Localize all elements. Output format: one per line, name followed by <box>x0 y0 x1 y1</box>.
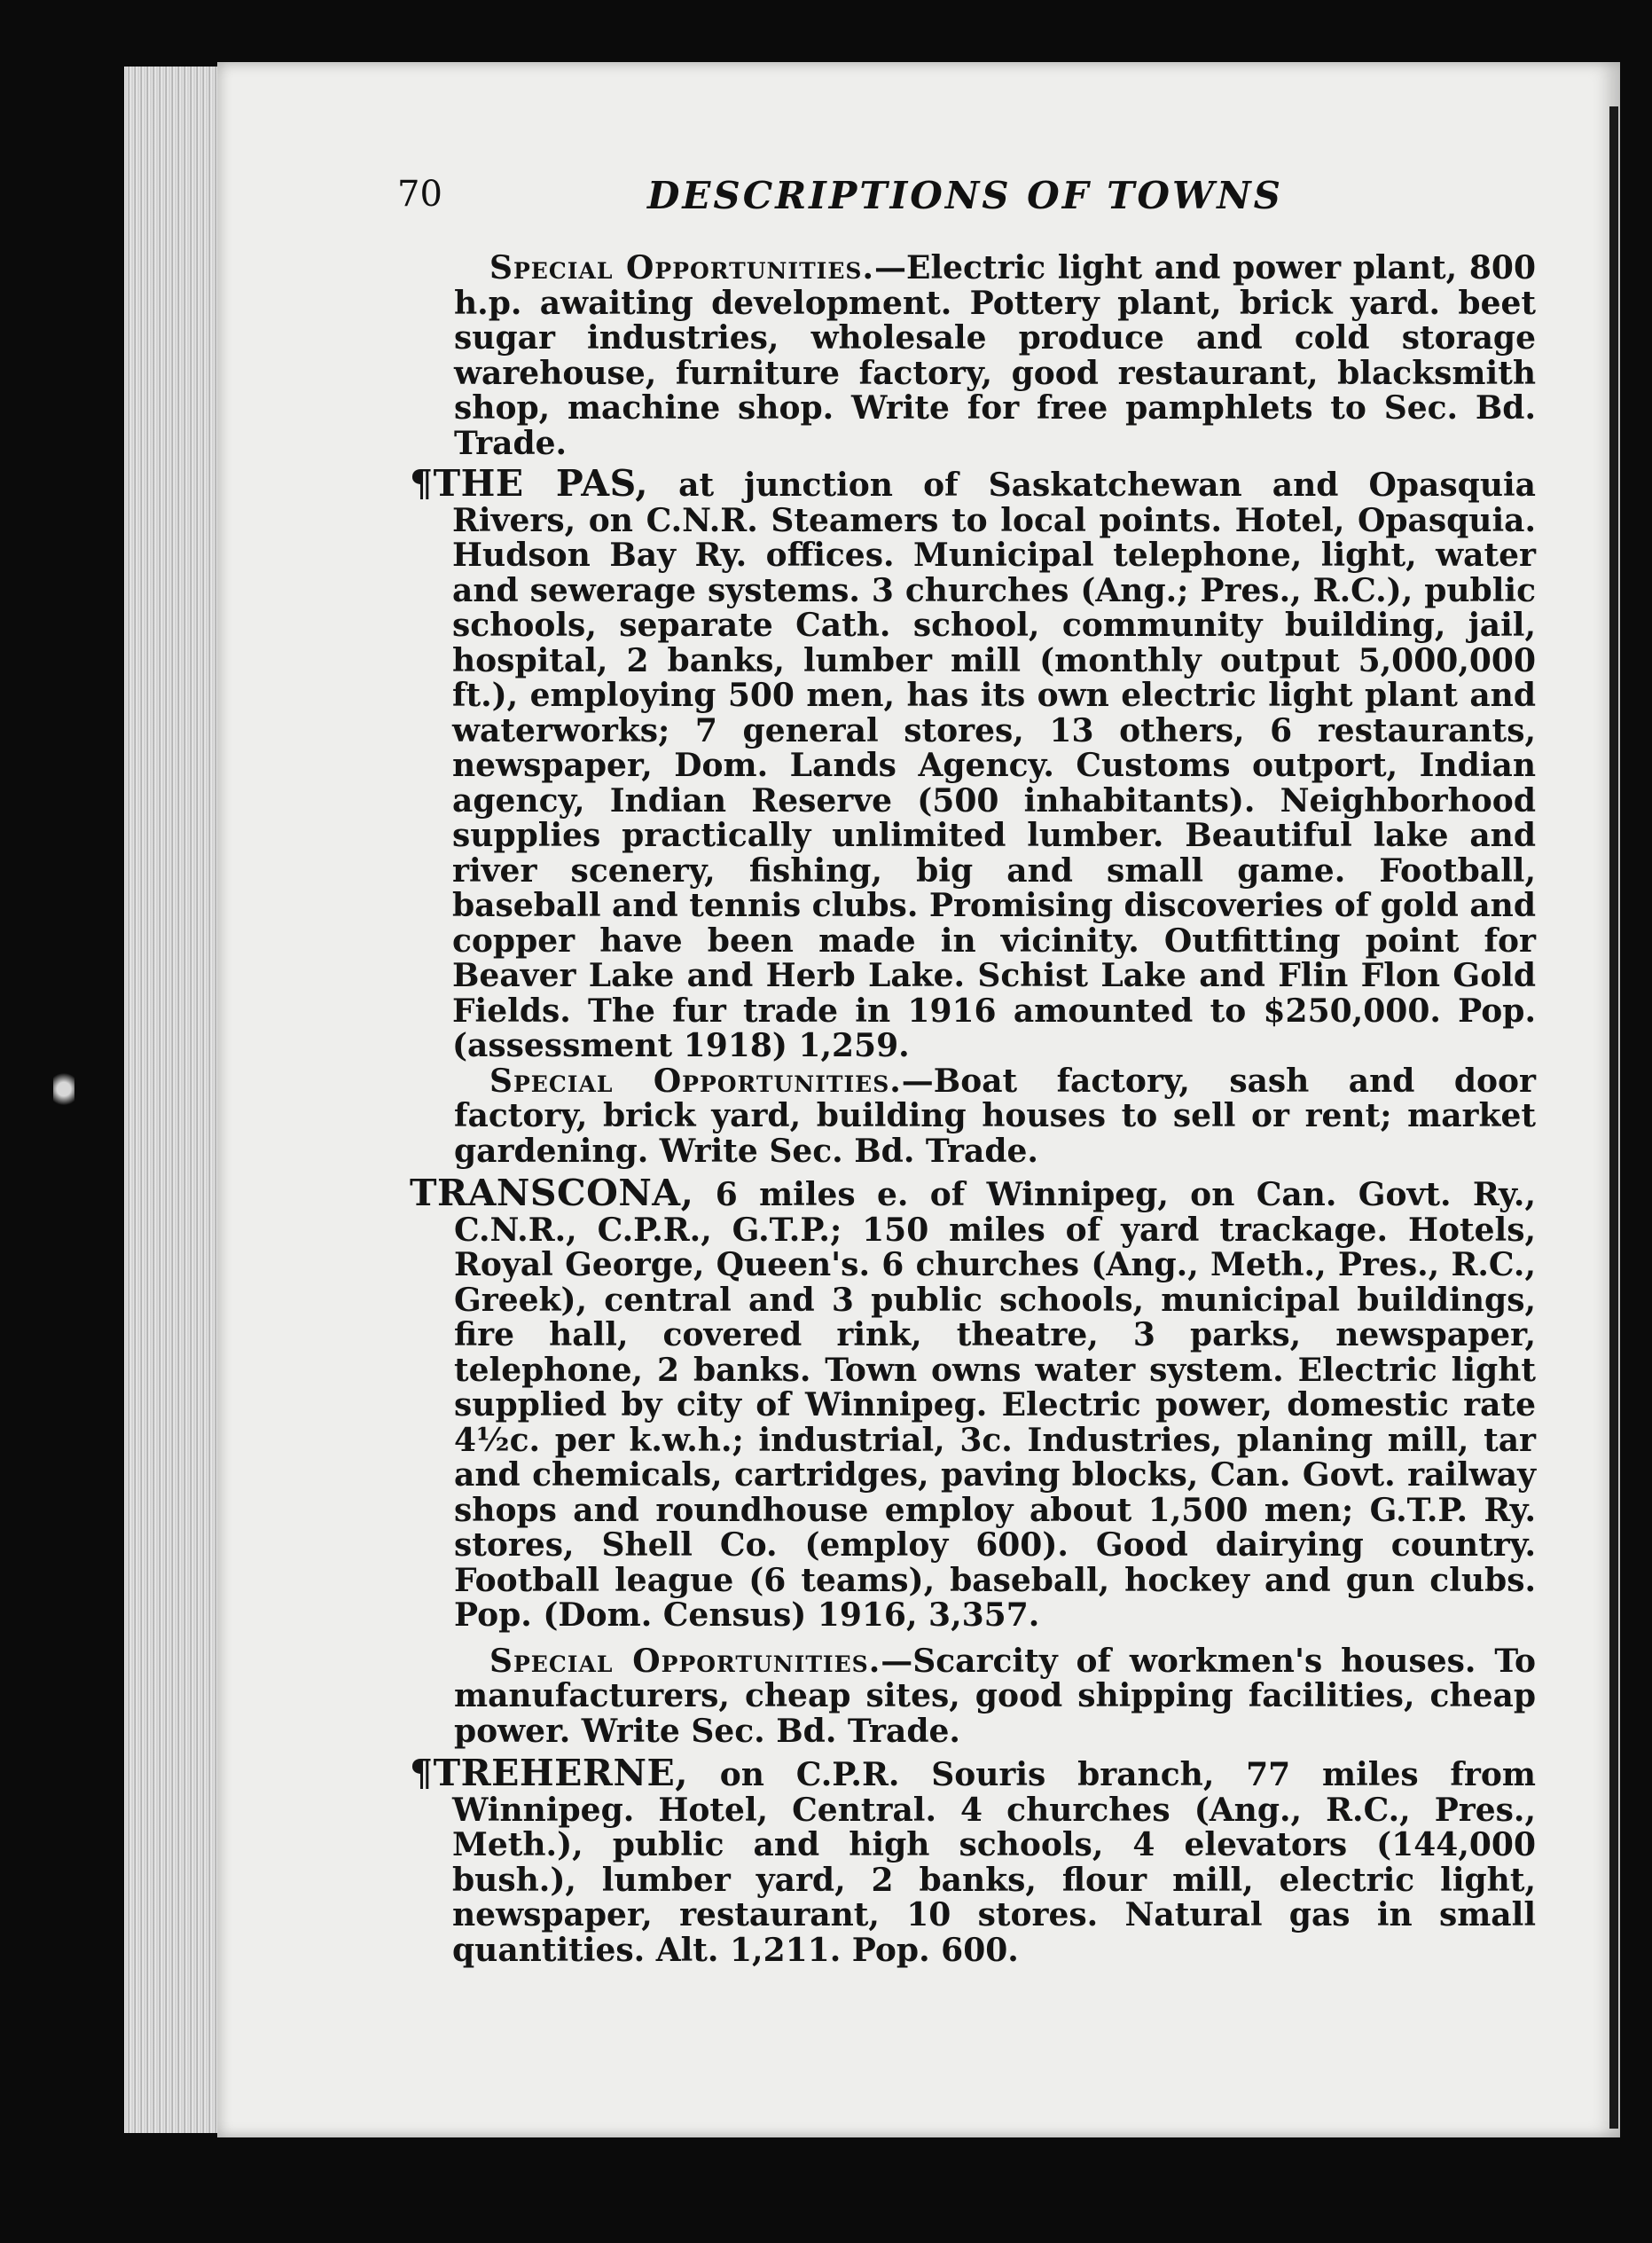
scan-speck <box>53 1069 74 1110</box>
town-entry <box>410 462 1537 1064</box>
page-edges <box>124 67 220 2133</box>
special-opportunities-heading: Special Opportunities. <box>489 1642 881 1680</box>
town-name: ¶THE PAS, <box>410 462 649 505</box>
body-text <box>410 251 1536 1968</box>
town-name: ¶TREHERNE, <box>410 1752 688 1794</box>
special-opportunities-heading: Special Opportunities. <box>489 1062 902 1100</box>
town-name: TRANSCONA, <box>410 1172 694 1214</box>
special-opportunities-paragraph <box>410 1064 1536 1170</box>
town-description: at junction of Saskatchewan and Opasquia Rivers, on C.N.R. Steamers to local points. Hotel, Opasquia. Hudson Bay Ry. offices. Municipal telephone, light, water and sewerage systems. 3 churches (Ang.; Pres., R.C.), public schools, separate Cath. school, community building, jail, hospital, 2 banks, lumber mill (monthly output 5,000,000 ft.), employing 500 men, has its own electric light plant and waterworks; 7 general stores, 13 others, 6 restaurants, newspaper, Dom. Lands Agency. Customs outport, Indian agency, Indian Reserve (500 inhabitants). Neighborhood supplies practically unlimited lumber. Beautiful lake and river scenery, fishing, big and small game. Football, baseball and tennis clubs. Promising discoveries of gold and copper have been made in vicinity. Outfitting point for Beaver Lake and Herb Lake. Schist Lake and Flin Flon Gold Fields. The fur trade in 1916 amounted to $250,000. Pop. (assessment 1918) 1,259. <box>452 467 1537 1064</box>
page-number: 70 <box>397 174 442 215</box>
special-opportunities-text: —Electric light and power plant, 800 h.p. awaiting development. Pottery plant, brick yard. beet sugar industries, wholesale produce and cold storage warehouse, furniture factory, good restaurant, blacksmith shop, machine shop. Write for free pamphlets to Sec. Bd. Trade. <box>454 249 1536 462</box>
special-opportunities-text: —Scarcity of workmen's houses. To manufacturers, cheap sites, good shipping facilities, cheap power. Write Sec. Bd. Trade. <box>454 1642 1536 1750</box>
running-head: DESCRIPTIONS OF TOWNS <box>647 174 1283 217</box>
special-opportunities-paragraph <box>410 251 1536 461</box>
town-entry <box>410 1172 1536 1634</box>
page-gutter <box>1609 106 1618 2129</box>
special-opportunities-text: —Boat factory, sash and door factory, brick yard, building houses to sell or rent; market gardening. Write Sec. Bd. Trade. <box>454 1062 1536 1170</box>
town-description: on C.P.R. Souris branch, 77 miles from Winnipeg. Hotel, Central. 4 churches (Ang., R.C., Pres., Meth.), public and high schools, 4 elevators (144,000 bush.), lumber yard, 2 banks, flour mill, electric light, newspaper, restaurant, 10 stores. Natural gas in small quantities. Alt. 1,211. Pop. 600. <box>452 1756 1536 1969</box>
special-opportunities-paragraph <box>410 1644 1536 1750</box>
town-entry <box>410 1752 1536 1969</box>
page-header <box>397 174 1302 227</box>
town-description: 6 miles e. of Winnipeg, on Can. Govt. Ry., C.N.R., C.P.R., G.T.P.; 150 miles of yard trackage. Hotels, Royal George, Queen's. 6 churches (Ang., Meth., Pres., R.C., Greek), central and 3 public schools, municipal buildings, fire hall, covered rink, theatre, 3 parks, newspaper, telephone, 2 banks. Town owns water system. Electric light supplied by city of Winnipeg. Electric power, domestic rate 4½c. per k.w.h.; industrial, 3c. Industries, planing mill, tar and chemicals, cartridges, paving blocks, Can. Govt. railway shops and roundhouse employ about 1,500 men; G.T.P. Ry. stores, Shell Co. (employ 600). Good dairying country. Football league (6 teams), baseball, hockey and gun clubs. Pop. (Dom. Census) 1916, 3,357. <box>454 1176 1536 1634</box>
special-opportunities-heading: Special Opportunities. <box>489 249 875 286</box>
